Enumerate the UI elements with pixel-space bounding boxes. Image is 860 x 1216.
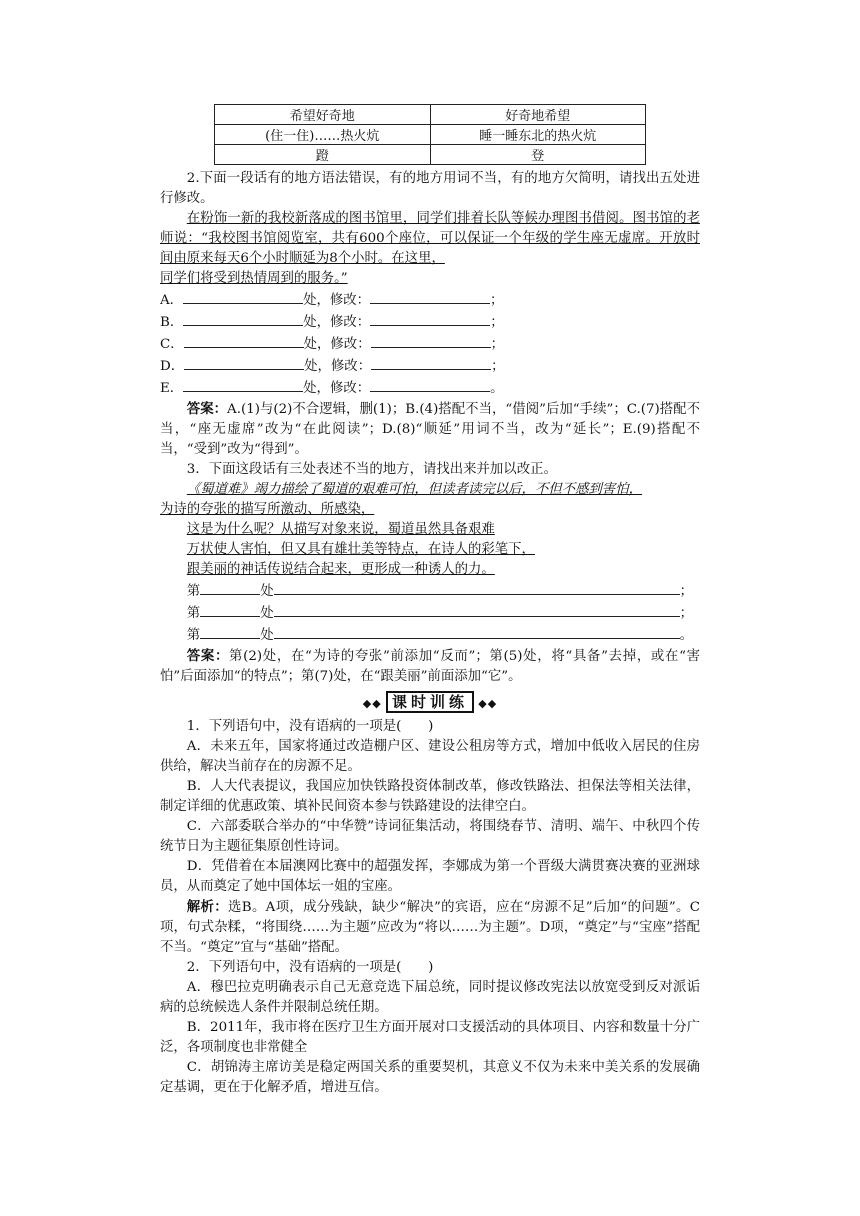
question-3-passage-line: 万状使人害怕，但又具有雄壮美等特点，在诗人的彩笔下，: [186, 542, 535, 557]
fill-blank[interactable]: [200, 602, 260, 617]
fill-blank[interactable]: [184, 333, 304, 348]
table-row: [215, 125, 646, 145]
question-3-passage-line: 这是为什么呢？从描写对象来说，蜀道虽然具备艰难: [186, 522, 495, 537]
training-q1-option: C．六部委联合举办的“中华赞”诗词征集活动，将围绕春节、清明、端午、中秋四个传统节日为主题征集原创性诗词。: [160, 819, 700, 854]
fill-blank[interactable]: [183, 289, 303, 304]
answer-blank-row: D． 处，修改： ；: [160, 355, 700, 377]
fill-blank[interactable]: [370, 289, 490, 304]
table-cell: 好奇地希望: [430, 105, 646, 125]
answer-blank-row: C． 处，修改： ；: [160, 333, 700, 355]
question-2-answer: 答案：A.(1)与(2)不合逻辑，删(1)；B.(4)搭配不当，“借阅”后加“手续”；C.(7)搭配不当，“座无虚席”改为“在此阅读”；D.(8)“顺延”用词不当，改为“延长”；E.(9)搭配不当，“受到”改为“得到”。: [160, 401, 700, 457]
fill-blank[interactable]: [371, 333, 491, 348]
training-q1-prompt: 1．下列语句中，没有语病的一项是( ): [186, 719, 434, 734]
fill-blank[interactable]: [274, 580, 680, 595]
fill-blank[interactable]: [371, 355, 491, 370]
diamond-ornament-icon: ◆◆: [478, 697, 498, 710]
table-cell: 登: [430, 145, 646, 165]
fill-blank[interactable]: [200, 580, 260, 595]
fill-blank[interactable]: [370, 377, 490, 392]
section-banner: [160, 691, 700, 715]
table-row: [215, 105, 646, 125]
table-cell: 睡一睡东北的热火炕: [430, 125, 646, 145]
question-3-passage-line: 《蜀道难》竭力描绘了蜀道的艰难可怕，但读者读完以后，不但不感到害怕，: [186, 482, 643, 497]
table-cell: (住一住)……热火炕: [215, 125, 431, 145]
fill-blank[interactable]: [183, 311, 303, 326]
answer-blank-row: 第 处 。: [187, 624, 700, 646]
question-2-prompt: 2.下面一段话有的地方语法错误，有的地方用词不当，有的地方欠简明，请找出五处进行修改。: [160, 171, 700, 206]
table-cell: 蹬: [215, 145, 431, 165]
section-title: 课时训练: [386, 691, 474, 713]
question-3-prompt: 3．下面这段话有三处表述不当的地方，请找出来并加以改正。: [186, 462, 557, 477]
training-q2-option: B．2011年，我市将在医疗卫生方面开展对口支援活动的具体项目、内容和数量十分广泛，各项制度也非常健全: [160, 1020, 700, 1055]
fill-blank[interactable]: [274, 602, 680, 617]
diamond-ornament-icon: ◆◆: [362, 697, 382, 710]
answer-blank-row: B． 处，修改： ；: [160, 311, 700, 333]
fill-blank[interactable]: [183, 377, 303, 392]
question-3-passage-line: 为诗的夸张的描写所激动、所感染，: [160, 502, 375, 517]
answer-blank-row: 第 处 ；: [187, 580, 700, 602]
question-3-blanks: [160, 580, 700, 646]
question-3-answer: 答案：第(2)处，在“为诗的夸张”前添加“反而”；第(5)处，将“具备”去掉，或在“害怕”后面添加“的特点”；第(7)处，在“跟美丽”前面添加“它”。: [160, 648, 700, 684]
training-q1-option: B．人大代表提议，我国应加快铁路投资体制改革，修改铁路法、担保法等相关法律，制定详细的优惠政策、填补民间资本参与铁路建设的法律空白。: [160, 779, 700, 814]
document-page: [160, 104, 700, 1098]
question-2-passage: 在粉饰一新的我校新落成的图书馆里，同学们排着长队等候办理图书借阅。图书馆的老师说：“我校图书馆阅览室，共有600个座位，可以保证一个年级的学生座无虚席。开放时间由原来每天6个小时顺延为8个小时。在这里，: [160, 211, 700, 266]
answer-blank-row: A． 处，修改： ；: [160, 289, 700, 311]
question-2-passage-end: 同学们将受到热情周到的服务。”: [160, 271, 348, 286]
table-row: [215, 145, 646, 165]
fill-blank[interactable]: [200, 624, 260, 639]
question-2-blanks: [160, 289, 700, 399]
training-q1-option: A．未来五年，国家将通过改造棚户区、建设公租房等方式，增加中低收入居民的住房供给，解决当前存在的房源不足。: [160, 739, 700, 774]
fill-blank[interactable]: [184, 355, 304, 370]
training-q2-option: A．穆巴拉克明确表示自己无意竞选下届总统，同时提议修改宪法以放宽受到反对派诟病的总统候选人条件并限制总统任期。: [160, 980, 700, 1015]
answer-blank-row: 第 处 ；: [187, 602, 700, 624]
training-q2-option: C．胡锦涛主席访美是稳定两国关系的重要契机，其意义不仅为未来中美关系的发展确定基调，更在于化解矛盾，增进互信。: [160, 1060, 700, 1095]
table-cell: 希望好奇地: [215, 105, 431, 125]
fill-blank[interactable]: [274, 624, 680, 639]
training-q2-prompt: 2．下列语句中，没有语病的一项是( ): [186, 960, 434, 975]
training-q1-option: D．凭借着在本届澳网比赛中的超强发挥，李娜成为第一个晋级大满贯赛决赛的亚洲球员，从而奠定了她中国体坛一姐的宝座。: [160, 859, 700, 894]
fill-blank[interactable]: [370, 311, 490, 326]
training-q1-analysis: 解析：选B。A项，成分残缺，缺少“解决”的宾语，应在“房源不足”后加“的问题”。C项，句式杂糅，“将围绕……为主题”应改为“将以……为主题”。D项，“奠定”与“宝座”搭配不当。“奠定”宜与“基础”搭配。: [160, 899, 700, 955]
comparison-table: [214, 104, 646, 165]
question-3-passage-line: 跟美丽的神话传说结合起来，更形成一种诱人的力。: [186, 562, 495, 577]
answer-blank-row: E． 处，修改： 。: [160, 377, 700, 399]
